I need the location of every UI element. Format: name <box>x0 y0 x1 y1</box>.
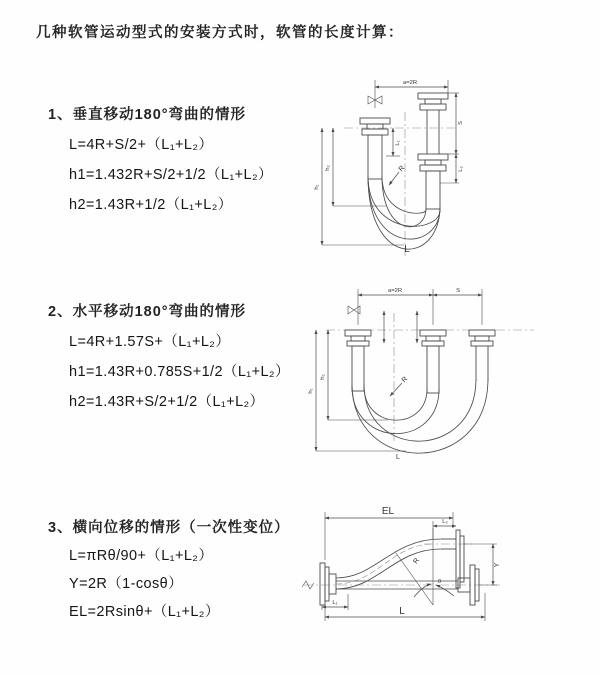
dim-label-s: S <box>458 121 464 125</box>
diagram-lateral-displacement <box>296 498 591 663</box>
formula-3-Y: Y=2R（1-cosθ） <box>69 576 183 592</box>
dim-label-r: R <box>400 375 410 385</box>
dim-label-l2: L₂ <box>442 519 448 525</box>
dim-label-el: EL <box>381 506 395 517</box>
page-title: 几种软管运动型式的安装方式时，软管的长度计算： <box>36 25 404 41</box>
dim-label-l: L <box>396 454 400 461</box>
formula-2-h2: h2=1.43R+S/2+1/2（L₁+L₂） <box>69 394 265 410</box>
section-vertical-180 <box>48 103 273 214</box>
left-flange-assembly <box>302 563 336 605</box>
section-horizontal-180 <box>48 300 290 411</box>
dim-label-theta: θ <box>438 579 442 585</box>
middle-flange-assembly <box>420 330 446 393</box>
braided-hose-section <box>427 346 439 393</box>
section-lateral-displacement <box>48 516 290 621</box>
valve-icon <box>368 92 382 108</box>
dim-label-h1: h₁ <box>314 184 320 190</box>
dim-label-r: R <box>412 557 422 566</box>
u-bend-hose <box>352 379 488 453</box>
dim-label-a2r: a=2R <box>387 288 403 294</box>
section-2-heading: 2、水平移动180°弯曲的情形 <box>48 304 247 320</box>
dim-label-l1: L₁ <box>332 600 338 606</box>
braided-hose-section <box>352 346 364 391</box>
dim-label-l1: L₁ <box>395 140 401 146</box>
dim-label-s: S <box>456 288 460 294</box>
section-3-heading: 3、横向位移的情形（一次性变位） <box>48 520 290 536</box>
angle-construction <box>396 528 454 605</box>
dim-label-h1: h₁ <box>308 388 314 394</box>
dim-label-l: L <box>404 244 410 255</box>
formula-1-h1: h1=1.432R+S/2+1/2（L₁+L₂） <box>69 167 273 183</box>
upper-flange-assembly <box>441 530 464 588</box>
right-flange-assembly <box>469 330 495 381</box>
s-curve-hose <box>336 539 441 589</box>
section-1-heading: 1、垂直移动180°弯曲的情形 <box>48 107 247 123</box>
dim-label-h2: h₂ <box>325 165 331 171</box>
braided-hose-section <box>368 135 382 179</box>
left-flange-assembly <box>360 118 390 179</box>
dim-label-y: Y <box>494 562 501 568</box>
dim-label-r: R <box>397 164 407 174</box>
dim-label-l2: L₂ <box>458 166 464 172</box>
formula-3-L: L=πRθ/90+（L₁+L₂） <box>69 548 214 564</box>
radius-arrow <box>390 383 402 396</box>
diagram-horizontal-180-bend <box>298 281 568 466</box>
right-flange-assembly <box>418 93 448 209</box>
formula-2-h1: h1=1.43R+0.785S+1/2（L₁+L₂） <box>69 364 290 380</box>
formula-3-EL: EL=2Rsinθ+（L₁+L₂） <box>69 604 220 620</box>
left-flange-assembly <box>345 330 371 391</box>
dim-label-a2r: a=2R <box>402 80 418 86</box>
radius-arrow <box>389 172 399 185</box>
braided-hose-section <box>426 171 440 209</box>
dim-label-h2: h₂ <box>320 374 326 380</box>
u-bend-hose <box>368 176 440 249</box>
formula-1-L: L=4R+S/2+（L₁+L₂） <box>69 137 214 153</box>
dim-label-l: L <box>399 606 405 617</box>
diagram-vertical-180-bend <box>306 66 546 261</box>
formula-2-L: L=4R+1.57S+（L₁+L₂） <box>69 334 231 350</box>
formula-1-h2: h2=1.43R+1/2（L₁+L₂） <box>69 197 233 213</box>
